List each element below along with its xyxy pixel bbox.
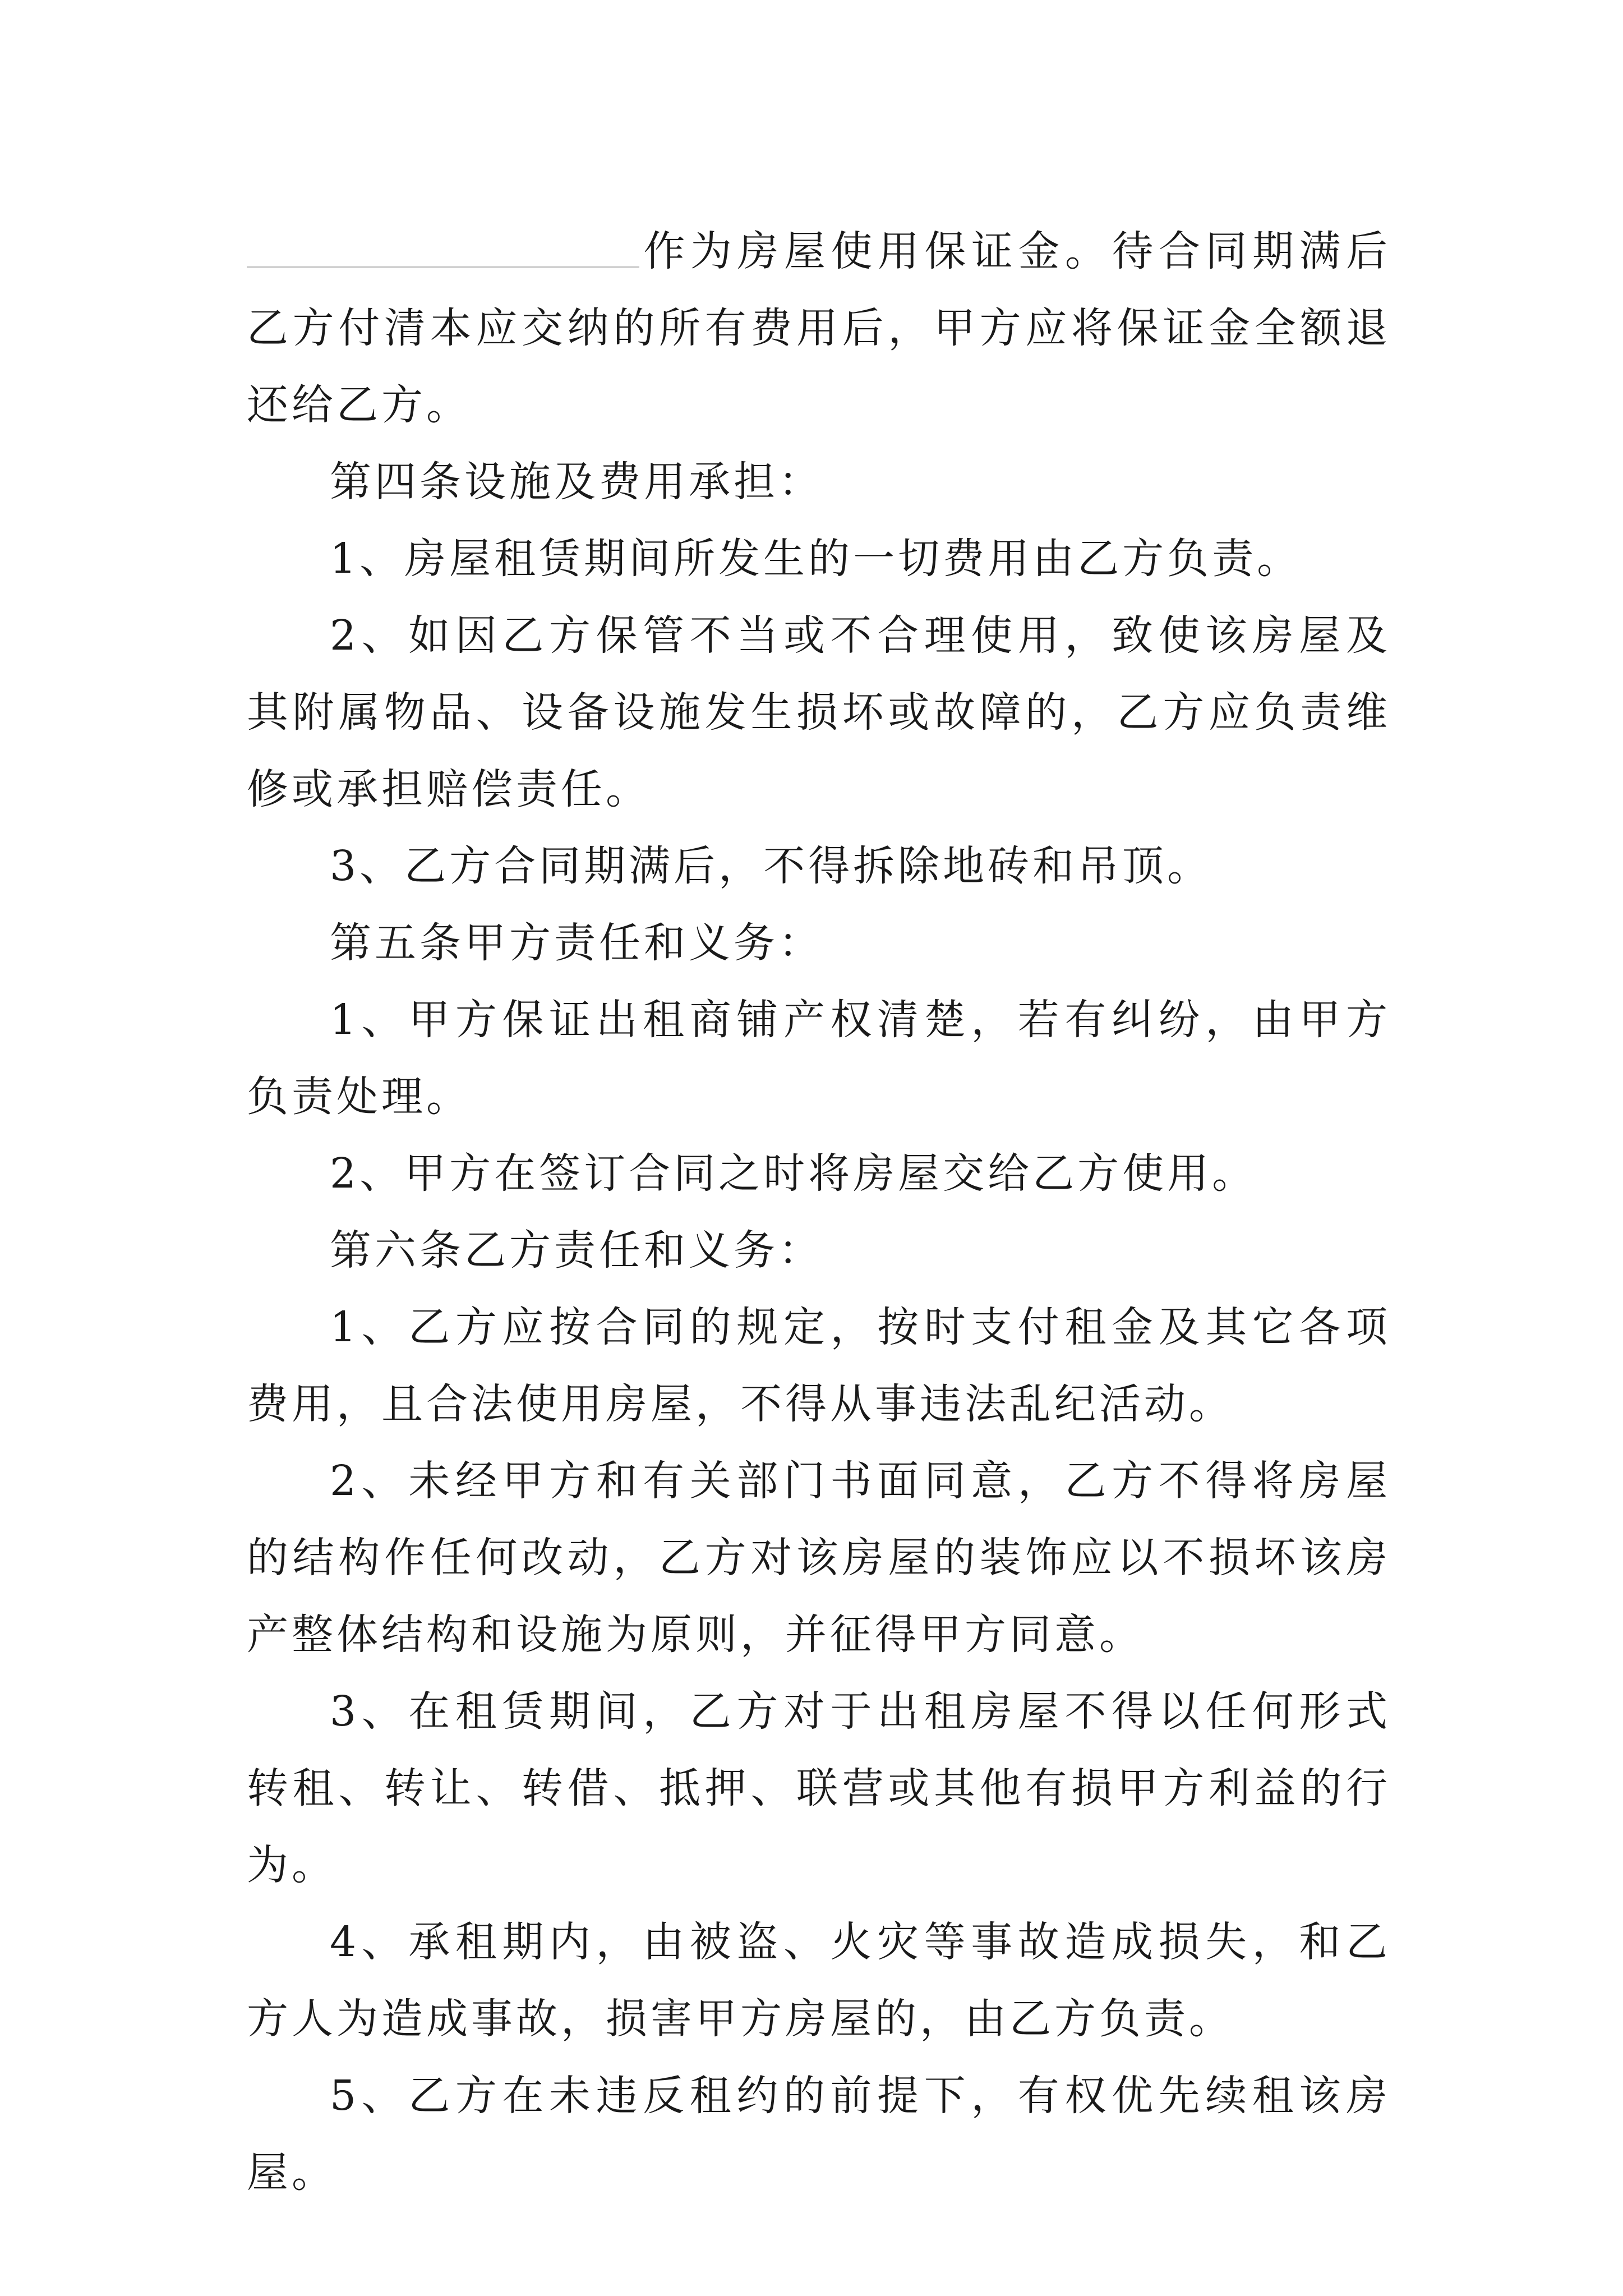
paragraph-text: 作为房屋使用保证金。待合同期满后乙方付清本应交纳的所有费用后，甲方应将保证金全额退还给乙方。 xyxy=(247,227,1391,429)
contract-body xyxy=(247,213,1391,2211)
article-4-item-3: 3、乙方合同期满后，不得拆除地砖和吊顶。 xyxy=(330,842,1212,890)
article-5-item-1: 1、甲方保证出租商铺产权清楚，若有纠纷，由甲方负责处理。 xyxy=(247,996,1391,1121)
article-5-item-2: 2、甲方在签订合同之时将房屋交给乙方使用。 xyxy=(330,1149,1257,1198)
article-6-item-4: 4、承租期内，由被盗、火灾等事故造成损失，和乙方人为造成事故，损害甲方房屋的，由乙方负责。 xyxy=(247,1918,1391,2043)
paragraph-deposit-return xyxy=(247,213,1391,444)
article-6-item-5: 5、乙方在未违反租约的前提下，有权优先续租该房屋。 xyxy=(247,2072,1391,2197)
article-6-heading: 第六条乙方责任和义务： xyxy=(330,1226,823,1274)
article-6-item-3: 3、在租赁期间，乙方对于出租房屋不得以任何形式转租、转让、转借、抵押、联营或其他有损甲方利益的行为。 xyxy=(247,1687,1391,1889)
article-6-item-1: 1、乙方应按合同的规定，按时支付租金及其它各项费用，且合法使用房屋，不得从事违法乱纪活动。 xyxy=(247,1303,1391,1428)
fill-in-blank-line xyxy=(247,225,639,268)
article-4-item-1: 1、房屋租赁期间所发生的一切费用由乙方负责。 xyxy=(330,535,1302,583)
article-4-heading: 第四条设施及费用承担： xyxy=(330,458,823,506)
article-4-item-2: 2、如因乙方保管不当或不合理使用，致使该房屋及其附属物品、设备设施发生损坏或故障的，乙方应负责维修或承担赔偿责任。 xyxy=(247,611,1391,813)
article-6-item-2: 2、未经甲方和有关部门书面同意，乙方不得将房屋的结构作任何改动，乙方对该房屋的装饰应以不损坏该房产整体结构和设施为原则，并征得甲方同意。 xyxy=(247,1457,1391,1659)
article-5-heading: 第五条甲方责任和义务： xyxy=(330,919,823,967)
